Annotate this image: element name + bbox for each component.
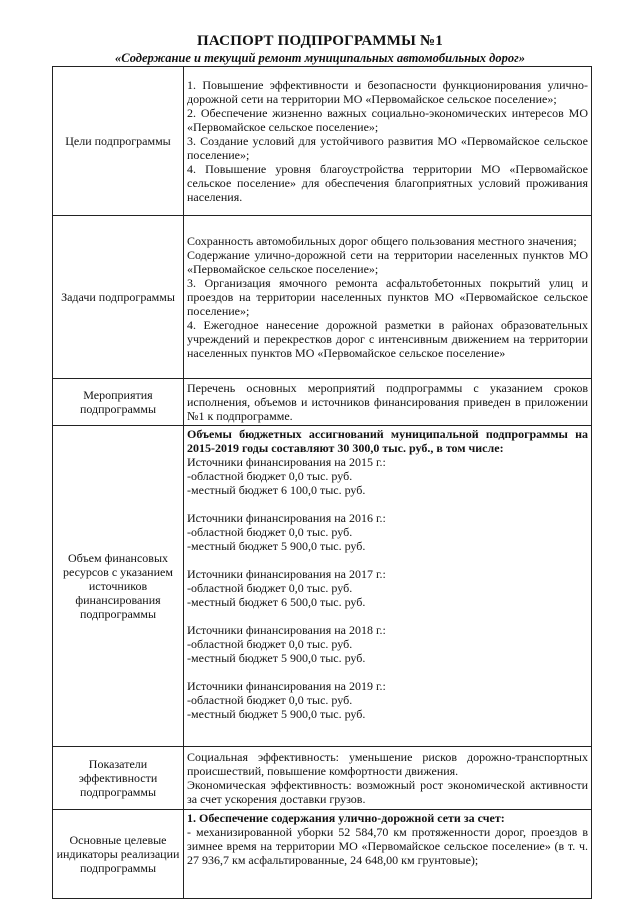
goals-label: Цели подпрограммы: [53, 67, 184, 216]
passport-table: [52, 66, 592, 899]
spacer: [187, 609, 588, 623]
document-title: ПАСПОРТ ПОДПРОГРАММЫ №1: [197, 33, 443, 49]
finance-local: -местный бюджет 6 500,0 тыс. руб.: [187, 595, 366, 609]
spacer: [187, 665, 588, 679]
row-targets: [53, 810, 592, 899]
finance-year-heading: Источники финансирования на 2016 г.:: [187, 511, 386, 525]
finance-summary: Объемы бюджетных ассигнований муниципальной подпрограммы на 2015-2019 годы составляют 30 300,0 тыс. руб., в том числе:: [187, 427, 588, 455]
finance-regional: -областной бюджет 0,0 тыс. руб.: [187, 469, 353, 483]
finance-local: -местный бюджет 6 100,0 тыс. руб.: [187, 483, 366, 497]
targets-value: [184, 810, 592, 899]
finance-local: -местный бюджет 5 900,0 тыс. руб.: [187, 651, 366, 665]
finance-year-heading: Источники финансирования на 2017 г.:: [187, 567, 386, 581]
activities-value: Перечень основных мероприятий подпрограммы с указанием сроков исполнения, объемов и источников финансирования приведен в приложении №1 к подпрограмме.: [184, 379, 592, 426]
finance-value: [184, 426, 592, 747]
finance-local: -местный бюджет 5 900,0 тыс. руб.: [187, 539, 366, 553]
goal-item: 1. Повышение эффективности и безопасности функционирования улично-дорожной сети на территории МО «Первомайское сельское поселение»;: [187, 78, 588, 106]
row-indicators: [53, 747, 592, 810]
spacer: [187, 553, 588, 567]
targets-heading: 1. Обеспечение содержания улично-дорожной сети за счет:: [187, 811, 505, 825]
activities-label: Мероприятия подпрограммы: [53, 379, 184, 426]
row-activities: [53, 379, 592, 426]
finance-label: Объем финансовых ресурсов с указанием источников финансирования подпрограммы: [53, 426, 184, 747]
goal-item: 2. Обеспечение жизненно важных социально-экономических интересов МО «Первомайское сельское поселение»;: [187, 106, 588, 134]
finance-regional: -областной бюджет 0,0 тыс. руб.: [187, 581, 353, 595]
row-goals: [53, 67, 592, 216]
finance-regional: -областной бюджет 0,0 тыс. руб.: [187, 525, 353, 539]
targets-text: - механизированной уборки 52 584,70 км протяженности дорог, проездов в зимнее время на территории МО «Первомайское сельское поселение» (в т. ч. 27 936,7 км асфальтированные, 24 648,00 км грунтовые);: [187, 825, 588, 867]
finance-regional: -областной бюджет 0,0 тыс. руб.: [187, 693, 353, 707]
finance-year-heading: Источники финансирования на 2015 г.:: [187, 455, 386, 469]
document-subtitle: «Содержание и текущий ремонт муниципальных автомобильных дорог»: [115, 51, 525, 65]
goals-value: [184, 67, 592, 216]
finance-year-heading: Источники финансирования на 2018 г.:: [187, 623, 386, 637]
tasks-label: Задачи подпрограммы: [53, 216, 184, 379]
finance-regional: -областной бюджет 0,0 тыс. руб.: [187, 637, 353, 651]
indicator-item: Социальная эффективность: уменьшение рисков дорожно-транспортных происшествий, повышение комфортности движения.: [187, 750, 588, 778]
task-item: Сохранность автомобильных дорог общего пользования местного значения;: [187, 234, 577, 248]
spacer: [187, 497, 588, 511]
finance-local: -местный бюджет 5 900,0 тыс. руб.: [187, 707, 366, 721]
task-item: 3. Организация ямочного ремонта асфальтобетонных покрытий улиц и проездов на территории населенных пунктов МО «Первомайское сельское поселение»;: [187, 276, 588, 318]
row-finance: [53, 426, 592, 747]
task-item: 4. Ежегодное нанесение дорожной разметки в районах образовательных учреждений и перекрестков дорог с интенсивным движением на территории населенных пунктов МО «Первомайское сельское поселение»: [187, 318, 588, 360]
targets-label: Основные целевые индикаторы реализации подпрограммы: [53, 810, 184, 899]
indicators-label: Показатели эффективности подпрограммы: [53, 747, 184, 810]
tasks-value: [184, 216, 592, 379]
indicators-value: [184, 747, 592, 810]
task-item: Содержание улично-дорожной сети на территории населенных пунктов МО «Первомайское сельское поселение»;: [187, 248, 588, 276]
row-tasks: [53, 216, 592, 379]
finance-year-heading: Источники финансирования на 2019 г.:: [187, 679, 386, 693]
indicator-item: Экономическая эффективность: возможный рост экономической активности за счет ускорения доставки грузов.: [187, 778, 588, 806]
goal-item: 3. Создание условий для устойчивого развития МО «Первомайское сельское поселение»;: [187, 134, 588, 162]
goal-item: 4. Повышение уровня благоустройства территории МО «Первомайское сельское поселение» для обеспечения благоприятных условий проживания населения.: [187, 162, 588, 204]
